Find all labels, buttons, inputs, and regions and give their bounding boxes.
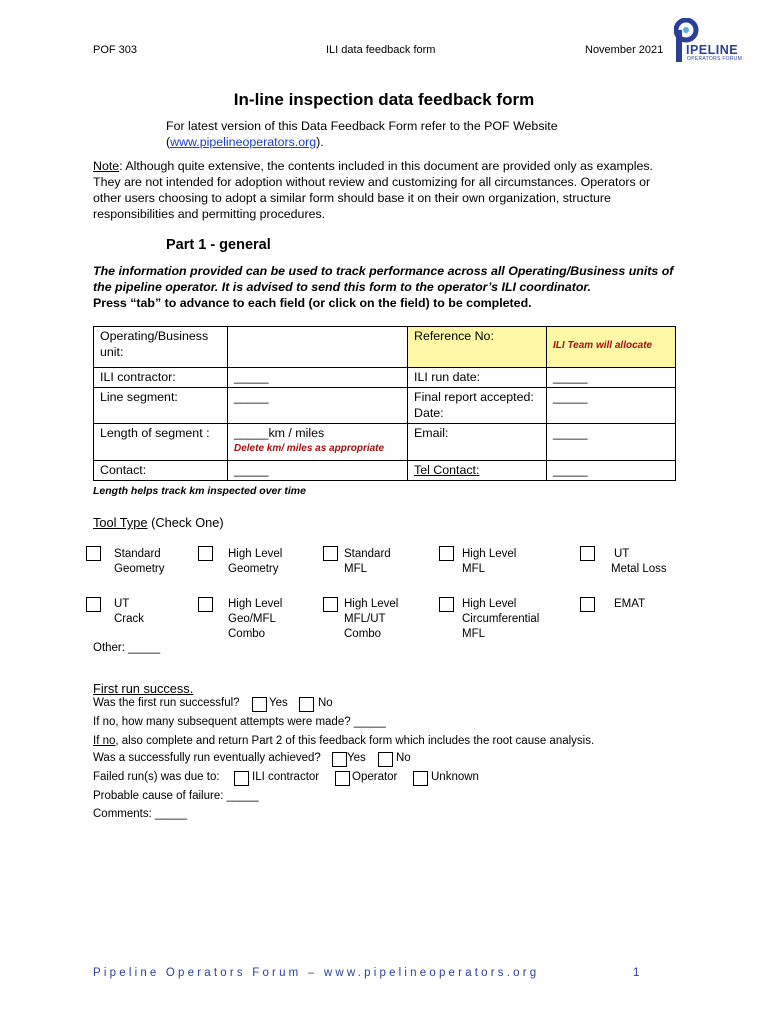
tel-contact-field[interactable]: _____: [547, 461, 676, 481]
first-run-no-checkbox[interactable]: [299, 697, 314, 712]
tool-option-label: [462, 547, 516, 577]
note-label: Note: [93, 159, 120, 173]
tool-label-line: Circumferential: [462, 613, 540, 625]
tool-type-suffix: (Check One): [147, 515, 224, 530]
first-run-yes-label: Yes: [269, 697, 288, 709]
unknown-option-label: Unknown: [431, 771, 479, 783]
intro-close: ).: [316, 135, 324, 149]
tool-label-line: MFL: [462, 628, 485, 640]
page-number: 1: [633, 967, 640, 979]
tool-option-label: [614, 597, 645, 612]
intro-text: [166, 118, 686, 150]
length-segment-field[interactable]: [228, 424, 408, 461]
high-level-mfl-ut-combo-checkbox[interactable]: [323, 597, 338, 612]
tool-label-line: Geometry: [228, 563, 279, 575]
tool-label-line: MFL: [344, 563, 367, 575]
standard-geometry-checkbox[interactable]: [86, 546, 101, 561]
comments-field[interactable]: Comments: _____: [93, 808, 187, 820]
failed-run-question: Failed run(s) was due to:: [93, 771, 220, 783]
eventual-no-label: No: [396, 752, 411, 764]
footer-text: Pipeline Operators Forum – www.pipelineoperators.org: [93, 967, 540, 979]
doc-id: POF 303: [93, 44, 138, 56]
high-level-geo-mfl-combo-checkbox[interactable]: [198, 597, 213, 612]
line-segment-label: Line segment:: [94, 388, 228, 424]
part1-italic-text: The information provided can be used to track performance across all Operating/Business units of the pipeline operator. It is advised to send this form to the operator’s ILI coordinator.: [93, 264, 674, 294]
length-value: _____km / miles: [234, 426, 325, 440]
press-tab-text: Press “tab” to advance to each field (or click on the field) to be completed.: [93, 296, 532, 310]
reference-no-label: Reference No:: [408, 327, 547, 368]
part1-heading: Part 1 - general: [166, 237, 271, 253]
pof-website-link[interactable]: www.pipelineoperators.org: [170, 135, 317, 149]
tool-label-line: High Level: [228, 548, 283, 560]
tool-option-label: [228, 597, 282, 642]
note-paragraph: [93, 158, 678, 222]
high-level-circumferential-mfl-checkbox[interactable]: [439, 597, 454, 612]
tool-option-label: [462, 597, 539, 642]
page-title: In-line inspection data feedback form: [233, 90, 535, 109]
subsequent-attempts-field[interactable]: If no, how many subsequent attempts were made? _____: [93, 716, 386, 728]
high-level-mfl-checkbox[interactable]: [439, 546, 454, 561]
ut-crack-checkbox[interactable]: [86, 597, 101, 612]
intro-line: For latest version of this Data Feedback Form refer to the POF Website: [166, 119, 558, 133]
tool-label-line: Standard: [344, 548, 391, 560]
tool-label-line: Combo: [228, 628, 266, 640]
logo-sub-text: OPERATORS FORUM: [687, 56, 743, 62]
line-segment-field[interactable]: _____: [228, 388, 408, 424]
tool-label-line: MFL: [462, 563, 485, 575]
contact-field[interactable]: _____: [228, 461, 408, 481]
tool-label-line: High Level: [228, 598, 283, 610]
tool-option-label: [114, 597, 144, 627]
first-run-question: Was the first run successful?: [93, 697, 240, 709]
ili-contractor-checkbox[interactable]: [234, 771, 249, 786]
unknown-checkbox[interactable]: [413, 771, 428, 786]
tool-option-label: [611, 547, 667, 577]
other-tool-field[interactable]: Other: _____: [93, 642, 161, 654]
tool-label-line: Combo: [344, 628, 382, 640]
tool-option-label: [114, 547, 165, 577]
note-text: : Although quite extensive, the contents included in this document are provided only as examples. They are not intended for adoption without review and customizing for all circumstances. Operators or other users choosing to adopt a similar form should base it on their own organization, structure responsibilities and permitting procedures.: [93, 159, 654, 221]
ili-run-date-label: ILI run date:: [408, 368, 547, 388]
probable-cause-field[interactable]: Probable cause of failure: _____: [93, 790, 259, 802]
general-info-table: [93, 326, 676, 481]
tool-label-line: MFL/UT: [344, 613, 386, 625]
ut-metal-loss-checkbox[interactable]: [580, 546, 595, 561]
first-run-yes-checkbox[interactable]: [252, 697, 267, 712]
table-caption: Length helps track km inspected over time: [93, 485, 306, 497]
ili-contractor-field[interactable]: _____: [228, 368, 408, 388]
part2-instruction-text: , also complete and return Part 2 of this feedback form which includes the root cause analysis.: [115, 735, 595, 747]
tool-type-label: Tool Type: [93, 515, 148, 530]
eventual-yes-checkbox[interactable]: [332, 752, 347, 767]
part2-instruction: [93, 735, 594, 747]
tool-label-line: Geometry: [114, 563, 165, 575]
tool-type-heading: [93, 515, 224, 530]
ili-run-date-field[interactable]: _____: [547, 368, 676, 388]
ili-contractor-option-label: ILI contractor: [252, 771, 320, 783]
contact-label: Contact:: [94, 461, 228, 481]
tool-label-line: UT: [614, 548, 630, 560]
eventual-yes-label: Yes: [347, 752, 366, 764]
logo-main-text: IPELINE: [686, 43, 739, 57]
operating-unit-field[interactable]: [228, 327, 408, 368]
if-no-label: If no: [93, 735, 116, 747]
tool-label-line: UT: [114, 598, 130, 610]
intro-paren: (: [166, 135, 171, 149]
email-field[interactable]: _____: [547, 424, 676, 461]
length-segment-label: Length of segment :: [94, 424, 228, 461]
reference-no-field[interactable]: [547, 327, 676, 368]
tool-label-line: EMAT: [614, 598, 646, 610]
operating-unit-label: Operating/Business unit:: [94, 327, 228, 368]
tool-label-line: High Level: [462, 598, 517, 610]
tool-label-line: High Level: [344, 598, 399, 610]
length-note: Delete km/ miles as appropriate: [234, 443, 385, 454]
email-label: Email:: [408, 424, 547, 461]
tool-option-label: [228, 547, 282, 577]
eventual-no-checkbox[interactable]: [378, 752, 393, 767]
eventual-success-question: Was a successfully run eventually achieved?: [93, 752, 321, 764]
final-report-label: Final report accepted: Date:: [408, 388, 547, 424]
first-run-no-label: No: [318, 697, 333, 709]
ili-contractor-label: ILI contractor:: [94, 368, 228, 388]
tool-option-label: [344, 597, 398, 642]
final-report-field[interactable]: _____: [547, 388, 676, 424]
doc-name: ILI data feedback form: [326, 44, 436, 56]
tool-label-line: Standard: [114, 548, 161, 560]
tool-label-line: Metal Loss: [611, 563, 667, 575]
doc-date: November 2021: [585, 44, 664, 56]
tool-label-line: Geo/MFL: [228, 613, 276, 625]
tool-label-line: Crack: [114, 613, 145, 625]
standard-mfl-checkbox[interactable]: [323, 546, 338, 561]
high-level-geometry-checkbox[interactable]: [198, 546, 213, 561]
operator-checkbox[interactable]: [335, 771, 350, 786]
emat-checkbox[interactable]: [580, 597, 595, 612]
reference-note: ILI Team will allocate: [553, 340, 653, 351]
tel-contact-label: Tel Contact:: [408, 461, 547, 481]
tool-label-line: High Level: [462, 548, 517, 560]
pof-logo: [674, 18, 768, 64]
part1-description: [93, 263, 683, 311]
tool-option-label: [344, 547, 391, 577]
first-run-heading: First run success.: [93, 681, 194, 696]
operator-option-label: Operator: [352, 771, 398, 783]
